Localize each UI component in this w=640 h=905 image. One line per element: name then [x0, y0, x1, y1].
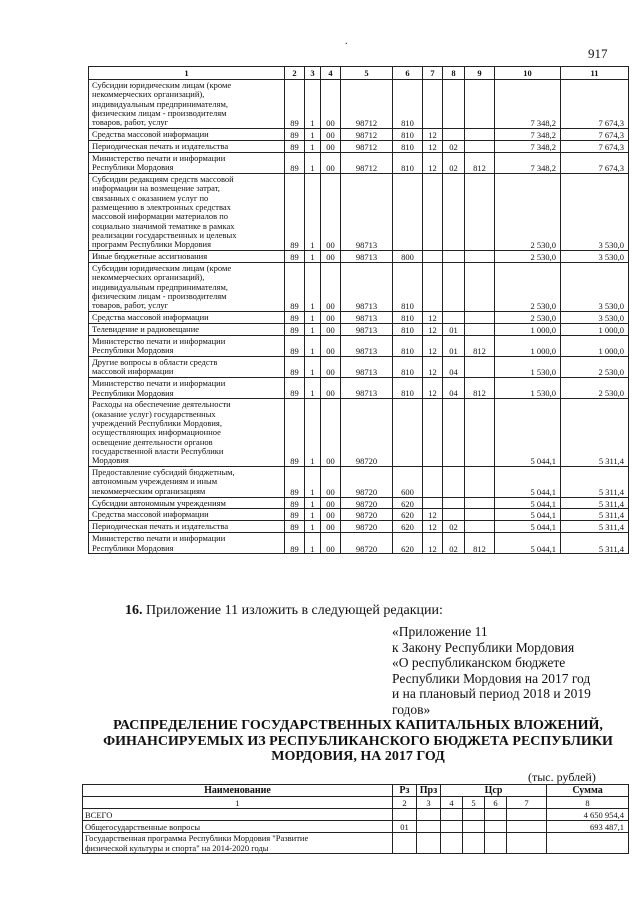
- code-cell: 04: [443, 357, 465, 378]
- rz-cell: [393, 833, 417, 854]
- row-name: Телевидение и радиовещание: [89, 323, 285, 335]
- code-cell: 12: [423, 357, 443, 378]
- code-cell: 98713: [341, 312, 393, 324]
- amount-cell: 1 000,0: [495, 335, 561, 356]
- amount-cell: 5 044,1: [495, 497, 561, 509]
- code-cell: 00: [321, 152, 341, 173]
- code-cell: 1: [305, 129, 321, 141]
- code-cell: 89: [285, 467, 305, 498]
- csr-cell: [507, 809, 547, 821]
- code-cell: [443, 312, 465, 324]
- code-cell: [443, 497, 465, 509]
- amount-cell: 7 348,2: [495, 152, 561, 173]
- code-cell: 00: [321, 521, 341, 533]
- code-cell: 00: [321, 323, 341, 335]
- code-cell: 600: [393, 467, 423, 498]
- code-cell: [465, 521, 495, 533]
- table-row: [83, 833, 629, 854]
- amount-cell: 5 311,4: [561, 467, 629, 498]
- code-cell: 1: [305, 533, 321, 554]
- code-cell: 1: [305, 521, 321, 533]
- row-name: Средства массовой информации: [89, 312, 285, 324]
- code-cell: 89: [285, 533, 305, 554]
- code-cell: 1: [305, 399, 321, 467]
- code-cell: 812: [465, 152, 495, 173]
- code-cell: 12: [423, 323, 443, 335]
- code-cell: 98713: [341, 174, 393, 251]
- amount-cell: 5 311,4: [561, 521, 629, 533]
- code-cell: 89: [285, 174, 305, 251]
- code-cell: [465, 129, 495, 141]
- code-cell: 1: [305, 335, 321, 356]
- csr-cell: [507, 821, 547, 833]
- amount-cell: 2 530,0: [495, 262, 561, 311]
- units-label: (тыс. рублей): [528, 770, 596, 784]
- code-cell: [465, 174, 495, 251]
- code-cell: 04: [443, 378, 465, 399]
- table-row: [83, 821, 629, 833]
- code-cell: 1: [305, 497, 321, 509]
- t2-header-rz: Рз: [393, 785, 417, 797]
- code-cell: [443, 129, 465, 141]
- table-row: [89, 357, 629, 378]
- code-cell: [423, 80, 443, 129]
- code-cell: 98713: [341, 335, 393, 356]
- code-cell: 01: [443, 335, 465, 356]
- code-cell: 12: [423, 521, 443, 533]
- row-name: Иные бюджетные ассигнования: [89, 251, 285, 263]
- row-name: Министерство печати и информации Республики Мордовия: [89, 378, 285, 399]
- code-cell: 620: [393, 497, 423, 509]
- code-cell: [443, 251, 465, 263]
- code-cell: [443, 399, 465, 467]
- code-cell: 02: [443, 152, 465, 173]
- code-cell: 810: [393, 357, 423, 378]
- rz-cell: [393, 809, 417, 821]
- code-cell: 00: [321, 497, 341, 509]
- row-name: Общегосударственные вопросы: [83, 821, 393, 833]
- row-name: Предоставление субсидий бюджетным, автономным учреждениям и иным некоммерческим организациям: [89, 467, 285, 498]
- code-cell: [465, 357, 495, 378]
- code-cell: 00: [321, 174, 341, 251]
- code-cell: 1: [305, 312, 321, 324]
- amount-cell: 5 311,4: [561, 533, 629, 554]
- csr-cell: [485, 821, 507, 833]
- amount-cell: 2 530,0: [495, 174, 561, 251]
- code-cell: 01: [443, 323, 465, 335]
- code-cell: 810: [393, 323, 423, 335]
- capital-investment-table: [82, 784, 629, 854]
- csr-cell: [507, 833, 547, 854]
- csr-cell: [463, 833, 485, 854]
- amount-cell: 7 348,2: [495, 80, 561, 129]
- appendix-header: «Приложение 11 к Закону Республики Мордовия «О республиканском бюджете Республики Мордовия на 2017 год и на плановый период 2018 и 2019 годов»: [392, 624, 591, 717]
- table-row: [89, 140, 629, 152]
- csr-cell: [463, 809, 485, 821]
- code-cell: 98713: [341, 378, 393, 399]
- csr-cell: [463, 821, 485, 833]
- row-name: ВСЕГО: [83, 809, 393, 821]
- csr-cell: [441, 809, 463, 821]
- code-cell: 00: [321, 357, 341, 378]
- code-cell: [393, 174, 423, 251]
- code-cell: [465, 140, 495, 152]
- prz-cell: [417, 833, 441, 854]
- row-name: Средства массовой информации: [89, 129, 285, 141]
- code-cell: [423, 174, 443, 251]
- code-cell: 812: [465, 533, 495, 554]
- code-cell: 1: [305, 251, 321, 263]
- row-name: Субсидии юридическим лицам (кроме некоммерческих организаций), индивидуальным предпринимателям, физическим лицам - производителям товаров, работ, услуг: [89, 262, 285, 311]
- column-number-row: [89, 67, 629, 80]
- table-row: [89, 399, 629, 467]
- table-row: [89, 312, 629, 324]
- amount-cell: 7 674,3: [561, 80, 629, 129]
- code-cell: [443, 262, 465, 311]
- table-row: [89, 251, 629, 263]
- code-cell: 89: [285, 140, 305, 152]
- code-cell: 89: [285, 335, 305, 356]
- t2-header-name: Наименование: [83, 785, 393, 797]
- code-cell: [465, 312, 495, 324]
- amount-cell: 2 530,0: [561, 378, 629, 399]
- code-cell: 89: [285, 497, 305, 509]
- code-cell: 00: [321, 399, 341, 467]
- table-row: [89, 335, 629, 356]
- table-row: [89, 152, 629, 173]
- amount-cell: 5 311,4: [561, 509, 629, 521]
- table-row: [89, 262, 629, 311]
- code-cell: 98720: [341, 533, 393, 554]
- prz-cell: [417, 821, 441, 833]
- sum-cell: 4 650 954,4: [547, 809, 629, 821]
- t2-header-prz: Прз: [417, 785, 441, 797]
- row-name: Субсидии юридическим лицам (кроме некоммерческих организаций), индивидуальным предпринимателям, физическим лицам - производителям товаров, работ, услуг: [89, 80, 285, 129]
- code-cell: 98720: [341, 399, 393, 467]
- section-16: [125, 603, 443, 619]
- code-cell: 02: [443, 521, 465, 533]
- csr-cell: [485, 833, 507, 854]
- code-cell: 02: [443, 533, 465, 554]
- amount-cell: 1 000,0: [561, 335, 629, 356]
- row-name: Государственная программа Республики Мордовия "Развитие физической культуры и спорта" на 2014-2020 годы: [83, 833, 393, 854]
- code-cell: 1: [305, 357, 321, 378]
- code-cell: 00: [321, 80, 341, 129]
- column-number-1: 1: [89, 67, 285, 80]
- code-cell: [465, 80, 495, 129]
- row-name: Средства массовой информации: [89, 509, 285, 521]
- amount-cell: 2 530,0: [561, 357, 629, 378]
- code-cell: 89: [285, 251, 305, 263]
- row-name: Периодическая печать и издательства: [89, 521, 285, 533]
- code-cell: 810: [393, 152, 423, 173]
- amount-cell: 1 530,0: [495, 378, 561, 399]
- t2-column-number-6: 6: [485, 797, 507, 809]
- amount-cell: 3 530,0: [561, 312, 629, 324]
- row-name: Министерство печати и информации Республики Мордовия: [89, 533, 285, 554]
- code-cell: 89: [285, 521, 305, 533]
- amount-cell: 5 044,1: [495, 467, 561, 498]
- t2-header-sum: Сумма: [547, 785, 629, 797]
- t2-column-number-1: 1: [83, 797, 393, 809]
- t2-column-number-row: [83, 797, 629, 809]
- code-cell: 812: [465, 335, 495, 356]
- table-row: [89, 129, 629, 141]
- amount-cell: 5 044,1: [495, 399, 561, 467]
- table-row: [89, 497, 629, 509]
- code-cell: 620: [393, 509, 423, 521]
- code-cell: 98720: [341, 509, 393, 521]
- code-cell: 1: [305, 140, 321, 152]
- sum-cell: [547, 833, 629, 854]
- code-cell: 810: [393, 262, 423, 311]
- code-cell: 12: [423, 533, 443, 554]
- row-name: Периодическая печать и издательства: [89, 140, 285, 152]
- code-cell: 1: [305, 467, 321, 498]
- table-row: [89, 80, 629, 129]
- code-cell: 89: [285, 323, 305, 335]
- code-cell: 00: [321, 378, 341, 399]
- table-row: [83, 809, 629, 821]
- sum-cell: 693 487,1: [547, 821, 629, 833]
- code-cell: [465, 497, 495, 509]
- code-cell: 12: [423, 140, 443, 152]
- row-name: Другие вопросы в области средств массовой информации: [89, 357, 285, 378]
- code-cell: [465, 509, 495, 521]
- amount-cell: 5 044,1: [495, 533, 561, 554]
- code-cell: 89: [285, 378, 305, 399]
- code-cell: 00: [321, 251, 341, 263]
- section-text: Приложение 11 изложить в следующей редакции:: [142, 603, 443, 618]
- code-cell: [423, 497, 443, 509]
- code-cell: 89: [285, 262, 305, 311]
- code-cell: 98720: [341, 497, 393, 509]
- code-cell: [423, 467, 443, 498]
- code-cell: 00: [321, 129, 341, 141]
- code-cell: 00: [321, 140, 341, 152]
- csr-cell: [485, 809, 507, 821]
- code-cell: 00: [321, 533, 341, 554]
- code-cell: 98713: [341, 323, 393, 335]
- code-cell: [443, 509, 465, 521]
- amount-cell: 7 674,3: [561, 140, 629, 152]
- code-cell: 810: [393, 312, 423, 324]
- amount-cell: 3 530,0: [561, 174, 629, 251]
- code-cell: 98720: [341, 467, 393, 498]
- code-cell: [393, 399, 423, 467]
- code-cell: 89: [285, 152, 305, 173]
- row-name: Субсидии автономным учреждениям: [89, 497, 285, 509]
- amount-cell: 7 674,3: [561, 152, 629, 173]
- amount-cell: 2 530,0: [495, 312, 561, 324]
- section-number: 16.: [125, 603, 143, 618]
- amount-cell: 7 348,2: [495, 140, 561, 152]
- code-cell: [465, 467, 495, 498]
- table-row: [89, 467, 629, 498]
- column-number-5: 5: [341, 67, 393, 80]
- code-cell: 12: [423, 152, 443, 173]
- code-cell: 89: [285, 509, 305, 521]
- code-cell: 1: [305, 378, 321, 399]
- t2-column-number-4: 4: [441, 797, 463, 809]
- code-cell: 620: [393, 533, 423, 554]
- table-row: [89, 533, 629, 554]
- row-name: Субсидии редакциям средств массовой информации на возмещение затрат, связанных с оказанием услуг по размещению в электронных средствах массовой информации материалов по социально значимой тематике в рамках реализации государственных и целевых программ Республики Мордовия: [89, 174, 285, 251]
- amount-cell: 1 000,0: [561, 323, 629, 335]
- column-number-3: 3: [305, 67, 321, 80]
- code-cell: 1: [305, 509, 321, 521]
- column-number-2: 2: [285, 67, 305, 80]
- code-cell: [465, 262, 495, 311]
- column-number-11: 11: [561, 67, 629, 80]
- code-cell: 810: [393, 80, 423, 129]
- amount-cell: 1 000,0: [495, 323, 561, 335]
- code-cell: 98713: [341, 251, 393, 263]
- column-number-7: 7: [423, 67, 443, 80]
- code-cell: 1: [305, 262, 321, 311]
- code-cell: 812: [465, 378, 495, 399]
- column-number-4: 4: [321, 67, 341, 80]
- code-cell: 810: [393, 378, 423, 399]
- code-cell: [465, 323, 495, 335]
- t2-column-number-2: 2: [393, 797, 417, 809]
- table-row: [89, 521, 629, 533]
- code-cell: 1: [305, 152, 321, 173]
- amount-cell: 3 530,0: [561, 262, 629, 311]
- page-number: 917: [588, 46, 608, 61]
- t2-column-number-7: 7: [507, 797, 547, 809]
- t2-column-number-5: 5: [463, 797, 485, 809]
- code-cell: 98712: [341, 140, 393, 152]
- code-cell: 1: [305, 323, 321, 335]
- code-cell: [443, 80, 465, 129]
- table-row: [89, 378, 629, 399]
- code-cell: 89: [285, 312, 305, 324]
- table-row: [89, 323, 629, 335]
- code-cell: 12: [423, 509, 443, 521]
- amount-cell: 5 311,4: [561, 399, 629, 467]
- code-cell: 1: [305, 174, 321, 251]
- code-cell: 00: [321, 467, 341, 498]
- code-cell: 98713: [341, 262, 393, 311]
- code-cell: 00: [321, 312, 341, 324]
- amount-cell: 5 044,1: [495, 521, 561, 533]
- csr-cell: [441, 821, 463, 833]
- budget-table-continued: [88, 66, 629, 554]
- code-cell: 98713: [341, 357, 393, 378]
- code-cell: [423, 251, 443, 263]
- code-cell: 12: [423, 378, 443, 399]
- document-title: [88, 718, 628, 765]
- amount-cell: 2 530,0: [495, 251, 561, 263]
- code-cell: [465, 399, 495, 467]
- code-cell: 98712: [341, 80, 393, 129]
- row-name: Министерство печати и информации Республики Мордовия: [89, 335, 285, 356]
- table-row: [89, 174, 629, 251]
- amount-cell: 7 348,2: [495, 129, 561, 141]
- amount-cell: 3 530,0: [561, 251, 629, 263]
- code-cell: 89: [285, 357, 305, 378]
- column-number-6: 6: [393, 67, 423, 80]
- code-cell: 02: [443, 140, 465, 152]
- code-cell: 98712: [341, 129, 393, 141]
- table-row: [89, 509, 629, 521]
- code-cell: 98712: [341, 152, 393, 173]
- amount-cell: 1 530,0: [495, 357, 561, 378]
- column-number-9: 9: [465, 67, 495, 80]
- amount-cell: 5 311,4: [561, 497, 629, 509]
- code-cell: 12: [423, 312, 443, 324]
- amount-cell: 5 044,1: [495, 509, 561, 521]
- code-cell: 89: [285, 80, 305, 129]
- row-name: Министерство печати и информации Республики Мордовия: [89, 152, 285, 173]
- column-number-10: 10: [495, 67, 561, 80]
- code-cell: 1: [305, 80, 321, 129]
- t2-header-csr: Цср: [441, 785, 547, 797]
- code-cell: 00: [321, 335, 341, 356]
- code-cell: [465, 251, 495, 263]
- code-cell: 620: [393, 521, 423, 533]
- code-cell: [443, 467, 465, 498]
- t2-column-number-3: 3: [417, 797, 441, 809]
- code-cell: 98720: [341, 521, 393, 533]
- row-name: Расходы на обеспечение деятельности (оказание услуг) государственных учреждений Республики Мордовия, осуществляющих информационное освещение деятельности органов государственной власти Республики Мордовия: [89, 399, 285, 467]
- t2-column-number-8: 8: [547, 797, 629, 809]
- code-cell: [423, 262, 443, 311]
- csr-cell: [441, 833, 463, 854]
- code-cell: 800: [393, 251, 423, 263]
- code-cell: 89: [285, 129, 305, 141]
- code-cell: 810: [393, 129, 423, 141]
- code-cell: [423, 399, 443, 467]
- code-cell: 810: [393, 335, 423, 356]
- code-cell: 12: [423, 335, 443, 356]
- code-cell: 00: [321, 509, 341, 521]
- code-cell: 12: [423, 129, 443, 141]
- stray-mark: .: [345, 36, 348, 47]
- code-cell: 810: [393, 140, 423, 152]
- prz-cell: [417, 809, 441, 821]
- title-text: РАСПРЕДЕЛЕНИЕ ГОСУДАРСТВЕННЫХ КАПИТАЛЬНЫХ ВЛОЖЕНИЙ, ФИНАНСИРУЕМЫХ ИЗ РЕСПУБЛИКАНСКОГО БЮДЖЕТА РЕСПУБЛИКИ МОРДОВИЯ, НА 2017 ГОД: [103, 718, 613, 764]
- column-number-8: 8: [443, 67, 465, 80]
- amount-cell: 7 674,3: [561, 129, 629, 141]
- rz-cell: 01: [393, 821, 417, 833]
- code-cell: 89: [285, 399, 305, 467]
- t2-header-row: [83, 785, 629, 797]
- code-cell: [443, 174, 465, 251]
- code-cell: 00: [321, 262, 341, 311]
